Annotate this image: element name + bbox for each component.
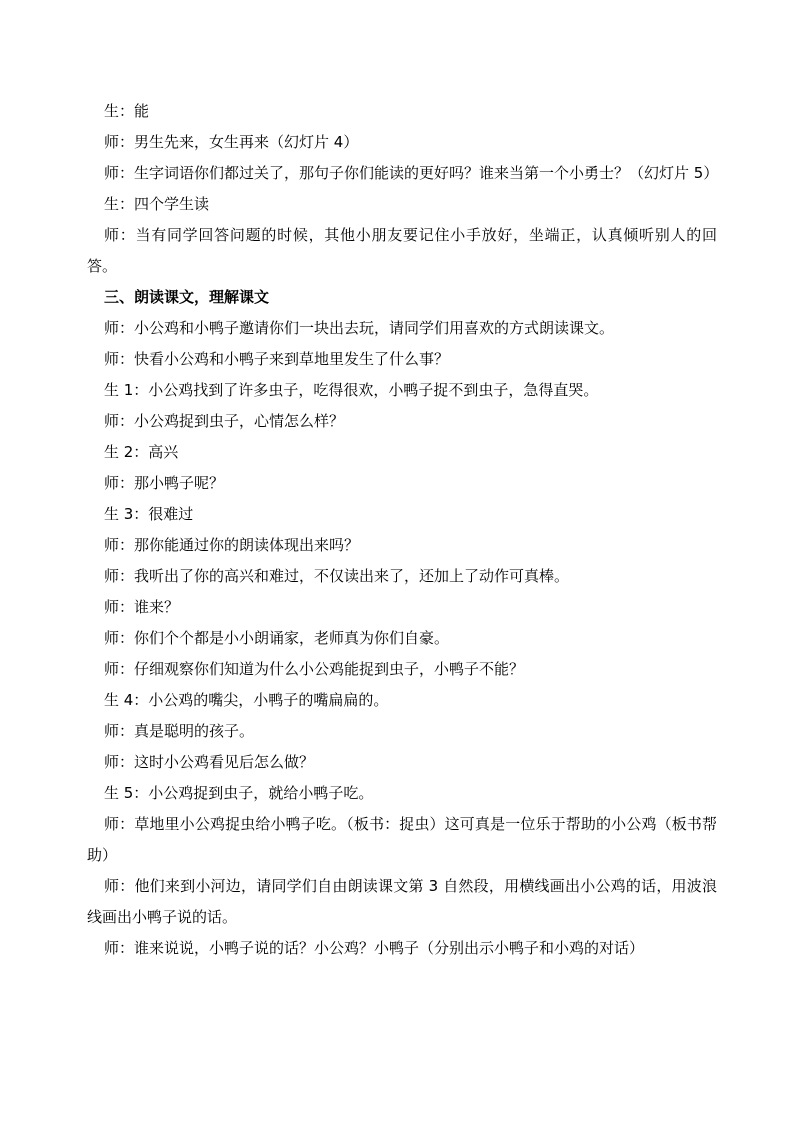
dialogue-line: 生 2：高兴 bbox=[104, 443, 179, 461]
dialogue-line: 师：那小鸭子呢？ bbox=[104, 474, 225, 492]
dialogue-line: 师：当有同学回答问题的时候，其他小朋友要记住小手放好，坐端正，认真倾听别人的回答。 bbox=[87, 226, 717, 275]
dialogue-line: 生 3：很难过 bbox=[104, 505, 194, 523]
dialogue-line: 师：草地里小公鸡捉虫给小鸭子吃。（板书：捉虫）这可真是一位乐于帮助的小公鸡（板书帮助） bbox=[87, 815, 717, 864]
dialogue-line: 师：谁来说说，小鸭子说的话？小公鸡？小鸭子（分别出示小鸭子和小鸡的对话） bbox=[104, 939, 645, 957]
dialogue-line: 师：那你能通过你的朗读体现出来吗？ bbox=[104, 536, 360, 554]
dialogue-line: 生 5：小公鸡捉到虫子，就给小鸭子吃。 bbox=[104, 784, 374, 802]
dialogue-line: 生：四个学生读 bbox=[104, 195, 210, 213]
dialogue-line: 师：谁来？ bbox=[104, 598, 180, 616]
dialogue-line: 师：男生先来，女生再来（幻灯片 4） bbox=[104, 133, 359, 151]
dialogue-line: 师：他们来到小河边，请同学们自由朗读课文第 3 自然段，用横线画出小公鸡的话，用波浪线画出小鸭子说的话。 bbox=[87, 877, 717, 926]
dialogue-line: 师：小公鸡和小鸭子邀请你们一块出去玩，请同学们用喜欢的方式朗读课文。 bbox=[104, 319, 615, 337]
dialogue-line: 师：生字词语你们都过关了，那句子你们能读的更好吗？谁来当第一个小勇士？（幻灯片 5） bbox=[104, 164, 719, 182]
dialogue-line: 师：仔细观察你们知道为什么小公鸡能捉到虫子，小鸭子不能？ bbox=[104, 660, 525, 678]
dialogue-line: 师：你们个个都是小小朗诵家，老师真为你们自豪。 bbox=[104, 629, 450, 647]
dialogue-line: 师：快看小公鸡和小鸭子来到草地里发生了什么事？ bbox=[104, 350, 450, 368]
document-body bbox=[87, 96, 717, 964]
dialogue-line: 生 1：小公鸡找到了许多虫子，吃得很欢，小鸭子捉不到虫子，急得直哭。 bbox=[104, 381, 599, 399]
dialogue-line: 师：这时小公鸡看见后怎么做？ bbox=[104, 753, 315, 771]
dialogue-line: 生：能 bbox=[104, 102, 150, 120]
dialogue-line: 师：我听出了你的高兴和难过，不仅读出来了，还加上了动作可真棒。 bbox=[104, 567, 570, 585]
dialogue-line: 师：小公鸡捉到虫子，心情怎么样？ bbox=[104, 412, 345, 430]
dialogue-line: 生 4：小公鸡的嘴尖，小鸭子的嘴扁扁的。 bbox=[104, 691, 389, 709]
section-heading: 三、朗读课文，理解课文 bbox=[104, 288, 270, 306]
dialogue-line: 师：真是聪明的孩子。 bbox=[104, 722, 255, 740]
